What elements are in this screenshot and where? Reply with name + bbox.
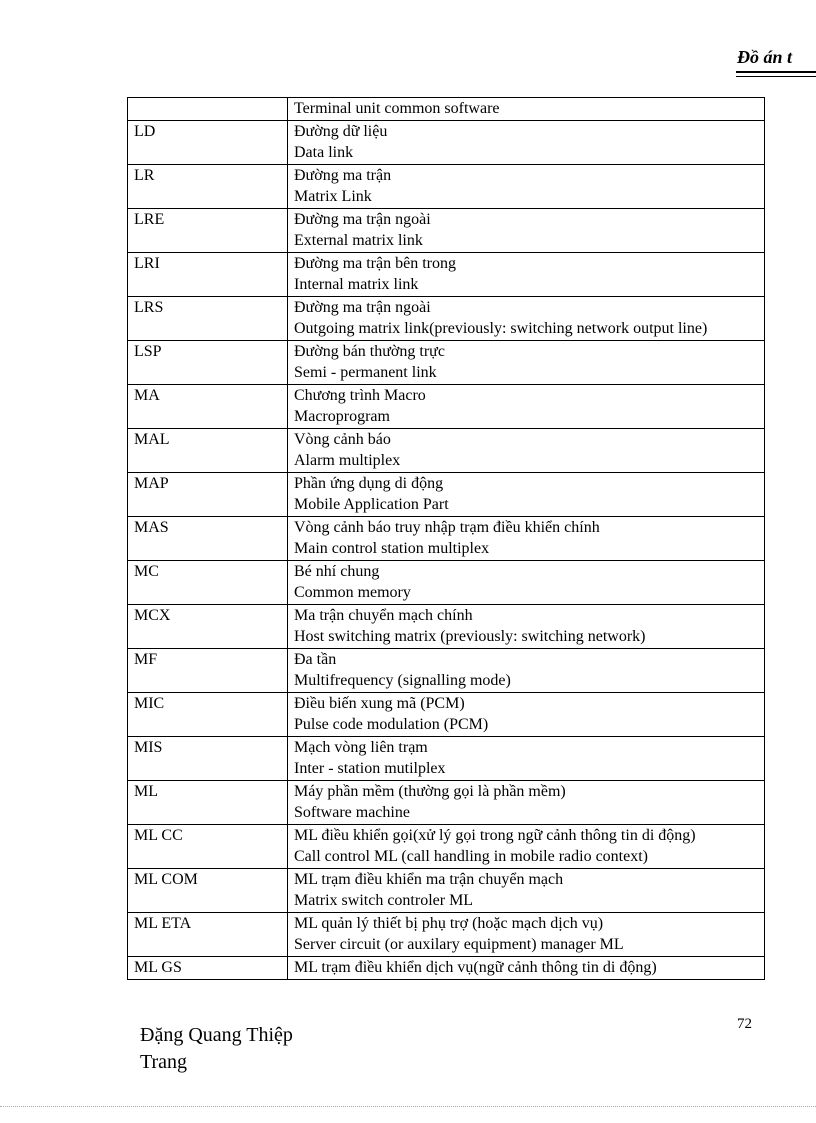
definition-cell [288, 869, 765, 913]
definition-line: Pulse code modulation (PCM) [294, 716, 489, 733]
definition-line: ML điều khiển gọi(xử lý gọi trong ngữ cảnh thông tin di động) [294, 827, 696, 844]
table-row [128, 869, 765, 913]
definition-cell [288, 209, 765, 253]
definition-cell [288, 693, 765, 737]
definition-line: Mạch vòng liên trạm [294, 739, 428, 756]
definition-cell [288, 517, 765, 561]
definition-cell [288, 297, 765, 341]
definition-line: Vòng cảnh báo truy nhập trạm điều khiển chính [294, 519, 600, 536]
definition-line: External matrix link [294, 232, 423, 249]
abbreviation-cell: MCX [128, 605, 288, 649]
table-row [128, 473, 765, 517]
definition-line: ML quản lý thiết bị phụ trợ (hoặc mạch dịch vụ) [294, 915, 604, 932]
definition-cell [288, 605, 765, 649]
abbreviation-cell: MA [128, 385, 288, 429]
table-row [128, 209, 765, 253]
definition-cell [288, 561, 765, 605]
definition-cell [288, 781, 765, 825]
abbreviation-cell: LRS [128, 297, 288, 341]
footer-author [140, 1022, 293, 1076]
bottom-divider [0, 1106, 816, 1107]
table-row [128, 165, 765, 209]
table-row [128, 429, 765, 473]
definition-line: Matrix switch controler ML [294, 892, 474, 909]
footer-author-name: Đặng Quang Thiệp [140, 1024, 293, 1046]
definition-cell [288, 913, 765, 957]
definition-line: Vòng cảnh báo [294, 431, 391, 448]
table-row [128, 561, 765, 605]
definition-line: ML trạm điều khiển ma trận chuyển mạch [294, 871, 564, 888]
definition-cell [288, 121, 765, 165]
definition-line: Macroprogram [294, 408, 390, 425]
table-row [128, 649, 765, 693]
abbreviation-cell: ML ETA [128, 913, 288, 957]
definition-line: Common memory [294, 584, 411, 601]
abbreviation-cell: ML CC [128, 825, 288, 869]
abbreviation-cell: LRI [128, 253, 288, 297]
definition-line: Multifrequency (signalling mode) [294, 672, 511, 689]
table-row [128, 517, 765, 561]
table-row [128, 98, 765, 121]
definition-line: Đường ma trận bên trong [294, 255, 456, 272]
definition-line: Semi - permanent link [294, 364, 437, 381]
definition-cell [288, 253, 765, 297]
definition-line: Đa tần [294, 651, 337, 668]
definition-line: Matrix Link [294, 188, 372, 205]
table-row [128, 781, 765, 825]
definition-cell [288, 649, 765, 693]
abbreviation-table-body [128, 98, 765, 980]
definition-cell [288, 385, 765, 429]
abbreviation-cell [128, 98, 288, 121]
table-row [128, 385, 765, 429]
definition-cell [288, 825, 765, 869]
definition-cell [288, 957, 765, 980]
abbreviation-cell: MAP [128, 473, 288, 517]
definition-line: Main control station multiplex [294, 540, 490, 557]
definition-line: Call control ML (call handling in mobile radio context) [294, 848, 648, 865]
definition-line: Ma trận chuyển mạch chính [294, 607, 473, 624]
table-row [128, 341, 765, 385]
definition-cell [288, 473, 765, 517]
table-row [128, 913, 765, 957]
definition-line: Terminal unit common software [294, 100, 500, 117]
abbreviation-cell: MIC [128, 693, 288, 737]
definition-cell [288, 98, 765, 121]
definition-line: Inter - station mutilplex [294, 760, 446, 777]
table-row [128, 737, 765, 781]
table-row [128, 121, 765, 165]
definition-cell [288, 341, 765, 385]
abbreviation-cell: MAL [128, 429, 288, 473]
definition-line: Data link [294, 144, 354, 161]
abbreviation-cell: ML GS [128, 957, 288, 980]
abbreviation-cell: MF [128, 649, 288, 693]
table-row [128, 253, 765, 297]
abbreviation-cell: LRE [128, 209, 288, 253]
table-row [128, 957, 765, 980]
abbreviation-cell: LSP [128, 341, 288, 385]
abbreviation-cell: MAS [128, 517, 288, 561]
definition-line: Đường bán thường trực [294, 343, 445, 360]
definition-line: Đường ma trận [294, 167, 392, 184]
abbreviation-cell: ML COM [128, 869, 288, 913]
definition-line: Điều biến xung mã (PCM) [294, 695, 465, 712]
definition-line: Internal matrix link [294, 276, 419, 293]
definition-cell [288, 737, 765, 781]
abbreviation-cell: MIS [128, 737, 288, 781]
abbreviation-table [127, 97, 765, 980]
abbreviation-cell: LD [128, 121, 288, 165]
abbreviation-cell: MC [128, 561, 288, 605]
page-number: 72 [737, 1016, 752, 1032]
definition-line: Host switching matrix (previously: switching network) [294, 628, 646, 645]
definition-line: Đường ma trận ngoài [294, 211, 431, 228]
definition-line: Đường ma trận ngoài [294, 299, 431, 316]
abbreviation-cell: ML [128, 781, 288, 825]
definition-line: Outgoing matrix link(previously: switching network output line) [294, 320, 708, 337]
definition-line: Chương trình Macro [294, 387, 426, 404]
abbreviation-cell: LR [128, 165, 288, 209]
definition-cell [288, 165, 765, 209]
table-row [128, 297, 765, 341]
definition-line: Phần ứng dụng di động [294, 475, 444, 492]
definition-line: Bé nhí chung [294, 563, 380, 580]
definition-line: Software machine [294, 804, 410, 821]
table-row [128, 825, 765, 869]
footer-author-line2: Trang [140, 1051, 188, 1073]
definition-line: Server circuit (or auxilary equipment) manager ML [294, 936, 624, 953]
definition-cell [288, 429, 765, 473]
definition-line: Máy phần mềm (thường gọi là phần mềm) [294, 783, 566, 800]
definition-line: Mobile Application Part [294, 496, 449, 513]
definition-line: Đường dữ liệu [294, 123, 388, 140]
definition-line: Alarm multiplex [294, 452, 401, 469]
header-title: Đồ án t [737, 47, 793, 67]
definition-line: ML trạm điều khiển dịch vụ(ngữ cảnh thông tin di động) [294, 959, 657, 976]
table-row [128, 605, 765, 649]
header-rule [736, 71, 816, 77]
table-row [128, 693, 765, 737]
